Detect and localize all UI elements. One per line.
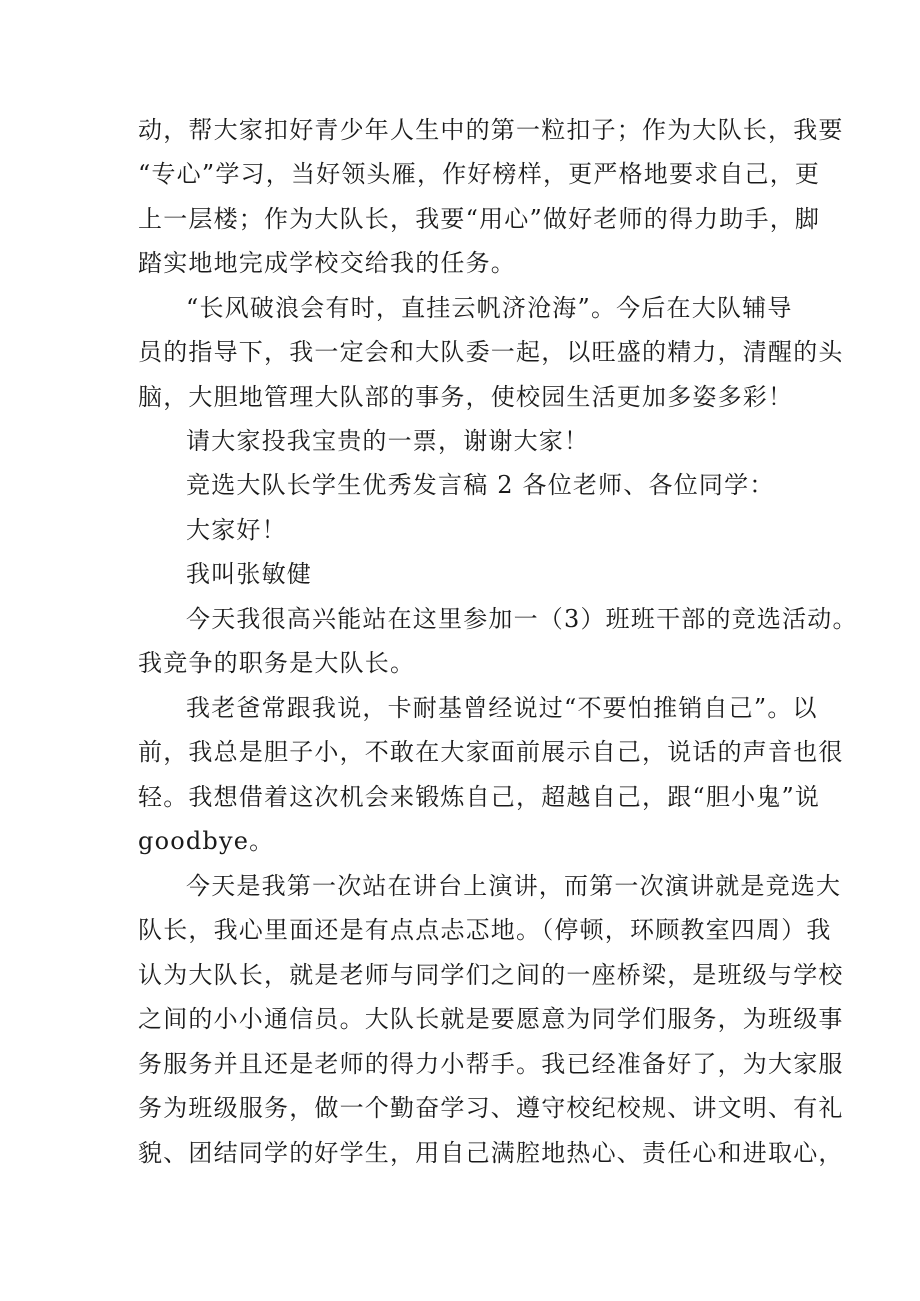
paragraph-line: 员的指导下，我一定会和大队委一起，以旺盛的精力，清醒的头 <box>138 338 844 366</box>
paragraph-line: 前，我总是胆子小，不敢在大家面前展示自己，说话的声音也很 <box>138 738 844 766</box>
paragraph-line: 脑，大胆地管理大队部的事务，使校园生活更加多姿多彩！ <box>138 383 794 411</box>
paragraph-line: 今天我很高兴能站在这里参加一（3）班班干部的竞选活动。 <box>186 605 858 633</box>
paragraph-line: 貌、团结同学的好学生，用自己满腔地热心、责任心和进取心， <box>138 1139 844 1167</box>
paragraph-line: 请大家投我宝贵的一票，谢谢大家！ <box>186 427 590 455</box>
paragraph-line: 我叫张敏健 <box>186 560 312 588</box>
paragraph-line: 我竞争的职务是大队长。 <box>138 649 416 677</box>
paragraph-line: 认为大队长，就是老师与同学们之间的一座桥梁，是班级与学校 <box>138 961 844 989</box>
paragraph-line: 大家好！ <box>186 516 287 544</box>
paragraph-line: goodbye。 <box>138 827 275 855</box>
paragraph-line: 我老爸常跟我说，卡耐基曾经说过“不要怕推销自己”。以 <box>186 694 818 722</box>
paragraph-line: 竞选大队长学生优秀发言稿 2 各位老师、各位同学： <box>186 471 775 499</box>
paragraph-line: 之间的小小通信员。大队长就是要愿意为同学们服务，为班级事 <box>138 1005 844 1033</box>
paragraph-line: 轻。我想借着这次机会来锻炼自己，超越自己，跟“胆小鬼”说 <box>138 783 821 811</box>
paragraph-line: 队长，我心里面还是有点点忐忑地。（停顿，环顾教室四周）我 <box>138 916 832 944</box>
paragraph-line: “专心”学习，当好领头雁，作好榜样，更严格地要求自己，更 <box>138 160 821 188</box>
paragraph-line: 今天是我第一次站在讲台上演讲，而第一次演讲就是竞选大 <box>186 872 842 900</box>
paragraph-line: “长风破浪会有时，直挂云帆济沧海”。今后在大队辅导 <box>186 294 793 322</box>
paragraph-line: 动，帮大家扣好青少年人生中的第一粒扣子；作为大队长，我要 <box>138 116 844 144</box>
paragraph-line: 务为班级服务，做一个勤奋学习、遵守校纪校规、讲文明、有礼 <box>138 1094 844 1122</box>
paragraph-line: 务服务并且还是老师的得力小帮手。我已经准备好了，为大家服 <box>138 1050 844 1078</box>
paragraph-line: 上一层楼；作为大队长，我要“用心”做好老师的得力助手，脚 <box>138 205 821 233</box>
paragraph-line: 踏实地地完成学校交给我的任务。 <box>138 249 516 277</box>
